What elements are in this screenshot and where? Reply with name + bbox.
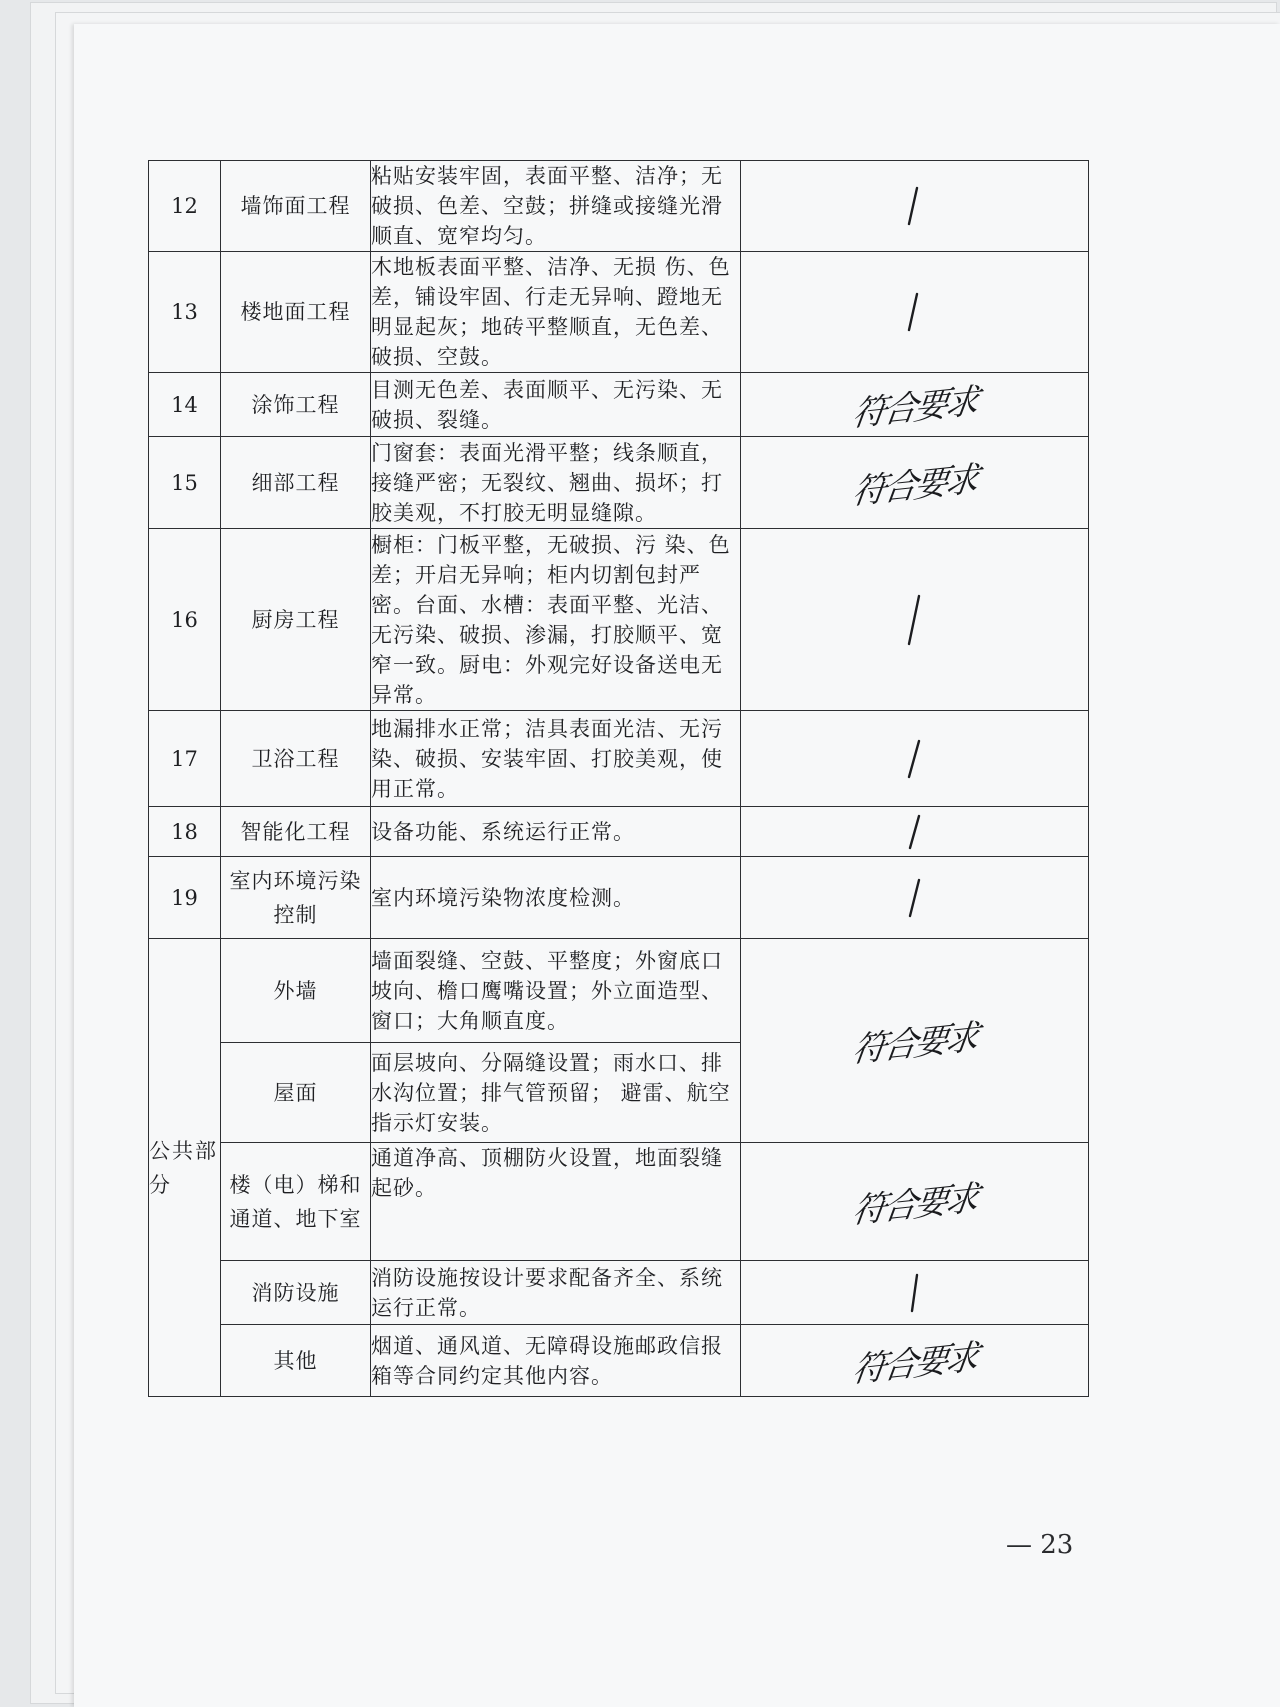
check-result-slash bbox=[741, 161, 1089, 252]
row-number: 17 bbox=[149, 711, 221, 807]
check-result-slash bbox=[741, 1261, 1089, 1325]
table-row bbox=[149, 437, 1089, 529]
row-number: 15 bbox=[149, 437, 221, 529]
acceptance-standard: 粘贴安装牢固，表面平整、洁净；无破损、色差、空鼓；拼缝或接缝光滑顺直、宽窄均匀。 bbox=[371, 161, 741, 252]
table-row bbox=[149, 252, 1089, 373]
table-row bbox=[149, 711, 1089, 807]
item-name: 消防设施 bbox=[221, 1261, 371, 1325]
item-name: 墙饰面工程 bbox=[221, 161, 371, 252]
public-section-label: 公共部分 bbox=[149, 939, 221, 1397]
item-name: 外墙 bbox=[221, 939, 371, 1043]
acceptance-standard: 目测无色差、表面顺平、无污染、无破损、裂缝。 bbox=[371, 373, 741, 437]
acceptance-standard: 门窗套：表面光滑平整；线条顺直，接缝严密；无裂纹、翘曲、损坏；打胶美观，不打胶无明显缝隙。 bbox=[371, 437, 741, 529]
item-name: 厨房工程 bbox=[221, 529, 371, 711]
item-name: 卫浴工程 bbox=[221, 711, 371, 807]
row-number: 12 bbox=[149, 161, 221, 252]
check-result-slash bbox=[741, 857, 1089, 939]
inspection-table bbox=[148, 160, 1089, 1397]
table-row bbox=[149, 1143, 1089, 1261]
acceptance-standard: 室内环境污染物浓度检测。 bbox=[371, 857, 741, 939]
table-row bbox=[149, 529, 1089, 711]
acceptance-standard: 通道净高、顶棚防火设置，地面裂缝起砂。 bbox=[371, 1143, 741, 1261]
table-row bbox=[149, 807, 1089, 857]
item-name: 屋面 bbox=[221, 1043, 371, 1143]
item-name: 室内环境污染控制 bbox=[221, 857, 371, 939]
acceptance-standard: 木地板表面平整、洁净、无损 伤、色差，铺设牢固、行走无异响、蹬地无明显起灰；地砖平整顺直，无色差、破损、空鼓。 bbox=[371, 252, 741, 373]
table-row bbox=[149, 939, 1089, 1043]
row-number: 18 bbox=[149, 807, 221, 857]
row-number: 16 bbox=[149, 529, 221, 711]
acceptance-standard: 消防设施按设计要求配备齐全、系统运行正常。 bbox=[371, 1261, 741, 1325]
item-name: 涂饰工程 bbox=[221, 373, 371, 437]
item-name: 楼地面工程 bbox=[221, 252, 371, 373]
item-name: 细部工程 bbox=[221, 437, 371, 529]
row-number: 19 bbox=[149, 857, 221, 939]
item-name: 其他 bbox=[221, 1325, 371, 1397]
check-result-signature: 符合要求 bbox=[741, 373, 1089, 437]
check-result-slash bbox=[741, 252, 1089, 373]
check-result-slash bbox=[741, 807, 1089, 857]
table-row bbox=[149, 857, 1089, 939]
check-result-slash bbox=[741, 711, 1089, 807]
acceptance-standard: 橱柜：门板平整，无破损、污 染、色差；开启无异响；柜内切割包封严密。台面、水槽：表面平整、光洁、无污染、破损、渗漏，打胶顺平、宽窄一致。厨电：外观完好设备送电无异常。 bbox=[371, 529, 741, 711]
acceptance-standard: 墙面裂缝、空鼓、平整度；外窗底口坡向、檐口鹰嘴设置；外立面造型、窗口；大角顺直度。 bbox=[371, 939, 741, 1043]
page-number: — 23 bbox=[1006, 1530, 1074, 1560]
check-result-signature: 符合要求 bbox=[741, 939, 1089, 1143]
row-number: 13 bbox=[149, 252, 221, 373]
row-number: 14 bbox=[149, 373, 221, 437]
acceptance-standard: 地漏排水正常；洁具表面光洁、无污染、破损、安装牢固、打胶美观，使用正常。 bbox=[371, 711, 741, 807]
check-result-signature: 符合要求 bbox=[741, 437, 1089, 529]
acceptance-standard: 设备功能、系统运行正常。 bbox=[371, 807, 741, 857]
table-row bbox=[149, 1325, 1089, 1397]
item-name: 智能化工程 bbox=[221, 807, 371, 857]
acceptance-standard: 烟道、通风道、无障碍设施邮政信报箱等合同约定其他内容。 bbox=[371, 1325, 741, 1397]
item-name: 楼（电）梯和通道、地下室 bbox=[221, 1143, 371, 1261]
check-result-signature: 符合要求 bbox=[741, 1325, 1089, 1397]
acceptance-standard: 面层坡向、分隔缝设置；雨水口、排水沟位置；排气管预留； 避雷、航空指示灯安装。 bbox=[371, 1043, 741, 1143]
table-row bbox=[149, 373, 1089, 437]
check-result-signature: 符合要求 bbox=[741, 1143, 1089, 1261]
table-row bbox=[149, 1261, 1089, 1325]
check-result-slash bbox=[741, 529, 1089, 711]
table-row bbox=[149, 161, 1089, 252]
